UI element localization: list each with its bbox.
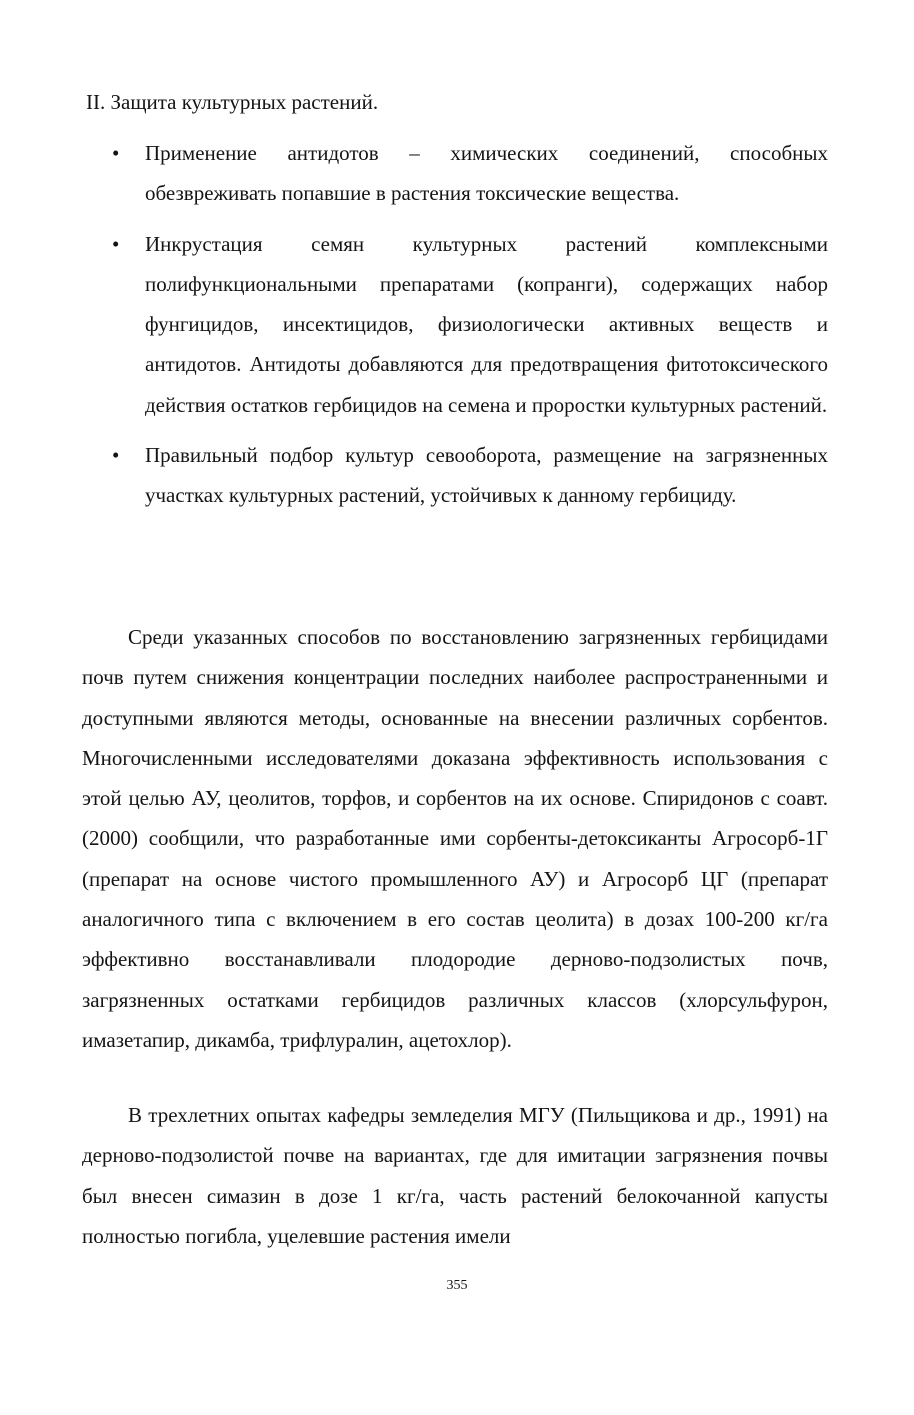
paragraph-msu-experiments: В трехлетних опытах кафедры земледелия МГУ (Пильщикова и др., 1991) на дерново-подзолистой почве на вариантах, где для имитации загрязнения почвы был внесен симазин в дозе 1 кг/га, часть растений белокочанной капусты полностью погибла, уцелевшие растения имели (82, 1103, 828, 1248)
bullet-text: Правильный подбор культур севооборота, размещение на загрязненных участках культурных растений, устойчивых к данному гербициду. (145, 443, 828, 508)
bullet-list (112, 133, 828, 516)
bullet-marker: • (112, 231, 120, 256)
bullet-text: Применение антидотов – химических соединений, способных обезвреживать попавшие в растения токсические вещества. (145, 141, 828, 206)
bullet-marker: • (112, 443, 120, 468)
bullet-text: Инкрустация семян культурных растений комплексными полифункциональными препаратами (копранги), содержащих набор фунгицидов, инсектицидов, физиологически активных веществ и антидотов. Антидоты добавляются для предотвращения фитотоксического действия остатков гербицидов на семена и проростки культурных растений. (145, 231, 828, 417)
paragraph-sorbents: Среди указанных способов по восстановлению загрязненных гербицидами почв путем снижения концентрации последних наиболее распространенными и доступными являются методы, основанные на внесении различных сорбентов. Многочисленными исследователями доказана эффективность использования с этой целью АУ, цеолитов, торфов, и сорбентов на их основе. Спиридонов с соавт. (2000) сообщили, что разработанные ими сорбенты-детоксиканты Агросорб-1Г (препарат на основе чистого промышленного АУ) и Агросорб ЦГ (препарат аналогичного типа с включением в его состав цеолита) в дозах 100-200 кг/га эффективно восстанавливали плодородие дерново-подзолистых почв, загрязненных остатками гербицидов различных классов (хлорсульфурон, имазетапир, дикамба, трифлуралин, ацетохлор). (82, 625, 828, 1052)
bullet-marker: • (112, 141, 120, 165)
section-heading: II. Защита культурных растений. (86, 90, 379, 114)
bullet-item-antidotes (112, 133, 828, 214)
bullet-item-seed-coating (112, 224, 828, 425)
bullet-item-crop-rotation (112, 435, 828, 516)
page-number: 355 (446, 1278, 468, 1293)
